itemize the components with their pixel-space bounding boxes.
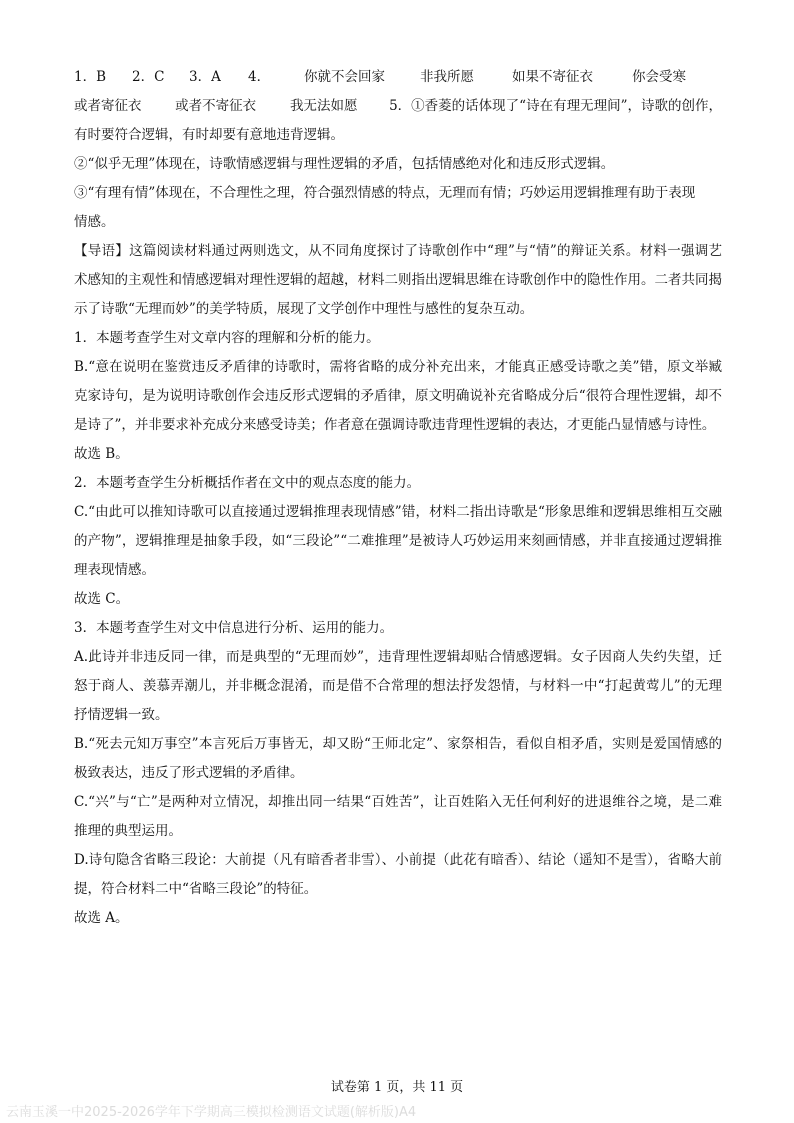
answer-line-2 xyxy=(74,92,722,121)
q3-option-d: D.诗句隐含省略三段论：大前提（凡有暗香者非雪）、小前提（此花有暗香）、结论（遥知不是雪），省略大前提，符合材料二中“省略三段论”的特征。 xyxy=(74,852,722,897)
q3-choice: 故选 A。 xyxy=(74,910,129,926)
answer-line-1 xyxy=(74,63,722,92)
answer-4-blank-7: 我无法如愿 xyxy=(289,98,358,114)
q2-choice: 故选 C。 xyxy=(74,591,130,607)
q3-option-c: C.“兴”与“亡”是两种对立情况，却推出同一结果“百姓苦”，让百姓陷入无任何利好的进退维谷之境，是二难推理的典型运用。 xyxy=(74,794,722,839)
answer-2: 2．C xyxy=(132,69,165,85)
answer-5-start: 5．①香菱的话体现了“诗在有理无理间”，诗歌的创作， xyxy=(389,98,722,114)
q3-option-a: A.此诗并非违反同一律，而是典型的“无理而妙”，违背理性逻辑却贴合情感逻辑。女子因商人失约失望，迁怒于商人、羡慕弄潮儿，并非概念混淆，而是借不合常理的想法抒发怨情，与材料一中“打起黄莺儿”的无理抒情逻辑一致。 xyxy=(74,649,722,723)
answer-4-label: 4． xyxy=(248,69,271,85)
answer-4-blank-5: 或者寄征衣 xyxy=(74,98,142,114)
q2-heading: 2．本题考查学生分析概括作者在文中的观点态度的能力。 xyxy=(74,475,421,491)
page-footer: 试卷第 1 页，共 11 页 xyxy=(330,1080,464,1095)
answer-5-point-3 xyxy=(74,179,722,237)
answer-4-blank-6: 或者不寄征衣 xyxy=(175,98,257,114)
answer-5-point-3-line-2: 情感。 xyxy=(74,214,115,230)
q3-heading: 3．本题考查学生对文中信息进行分析、运用的能力。 xyxy=(74,620,394,636)
guide-paragraph: 【导语】这篇阅读材料通过两则选文，从不同角度探讨了诗歌创作中“理”与“情”的辩证关系。材料一强调艺术感知的主观性和情感逻辑对理性逻辑的超越，材料二则指出逻辑思维在诗歌创作中的隐性作用。二者共同揭示了诗歌“无理而妙”的美学特质，展现了文学创作中理性与感性的复杂互动。 xyxy=(74,243,722,317)
answer-5-point-3-line-1: ③“有理有情”体现在，不合理性之理，符合强烈情感的特点，无理而有情；巧妙运用逻辑推理有助于表现 xyxy=(74,185,696,201)
answer-1: 1．B xyxy=(74,69,107,85)
answer-3: 3．A xyxy=(189,69,221,85)
watermark: 云南玉溪一中2025-2026学年下学期高三模拟检测语文试题(解析版)A4 xyxy=(6,1105,417,1120)
document-body xyxy=(74,63,722,933)
q1-analysis: B.“意在说明在鉴赏违反矛盾律的诗歌时，需将省略的成分补充出来，才能真正感受诗歌之美”错，原文举臧克家诗句，是为说明诗歌创作会违反形式逻辑的矛盾律，原文明确说补充省略成分后“很符合理性逻辑，却不是诗了”，并非要求补充成分来感受诗美；作者意在强调诗歌违背理性逻辑的表达，才更能凸显情感与诗性。 xyxy=(74,359,722,433)
q1-heading: 1．本题考查学生对文章内容的理解和分析的能力。 xyxy=(74,330,380,346)
answer-4-blank-3: 如果不寄征衣 xyxy=(512,69,593,85)
q2-analysis: C.“由此可以推知诗歌可以直接通过逻辑推理表现情感”错，材料二指出诗歌是“形象思维和逻辑思维相互交融的产物”，逻辑推理是抽象手段，如“三段论”“二难推理”是被诗人巧妙运用来刻画情感，并非直接通过逻辑推理表现情感。 xyxy=(74,504,722,578)
q1-choice: 故选 B。 xyxy=(74,446,129,462)
answer-4-blank-1: 你就不会回家 xyxy=(304,69,385,85)
q3-option-b: B.“死去元知万事空”本言死后万事皆无，却又盼“王师北定”、家祭相告，看似自相矛盾，实则是爱国情感的极致表达，违反了形式逻辑的矛盾律。 xyxy=(74,736,722,781)
answer-4-blank-2: 非我所愿 xyxy=(420,69,474,85)
answer-5-continued: 有时要符合逻辑，有时却要有意地违背逻辑。 xyxy=(74,127,344,143)
answer-5-point-2: ②“似乎无理”体现在，诗歌情感逻辑与理性逻辑的矛盾，包括情感绝对化和违反形式逻辑。 xyxy=(74,156,615,172)
answer-4-blank-4: 你会受寒 xyxy=(632,69,686,85)
